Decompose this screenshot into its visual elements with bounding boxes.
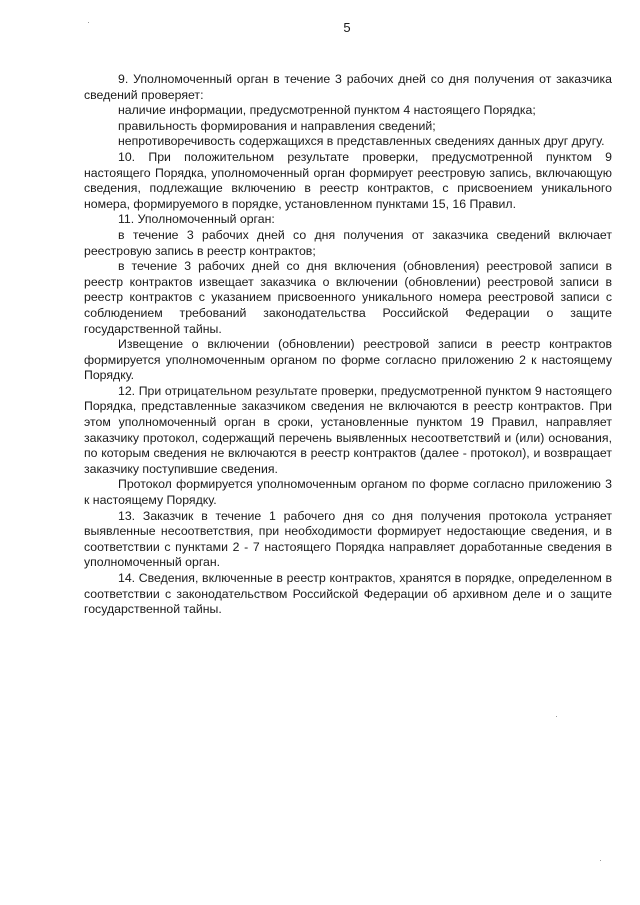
paragraph-9: 9. Уполномоченный орган в течение 3 рабочих дней со дня получения от заказчика сведений проверяет: [84, 72, 612, 102]
paragraph-12-protocol: Протокол формируется уполномоченным органом по форме согласно приложению 3 к настоящему Порядку. [84, 477, 612, 508]
paragraph-10: 10. При положительном результате проверки, предусмотренной пунктом 9 настоящего Порядка, уполномоченный орган формирует реестровую запись, включающую сведения, подлежащие включению в реестр контрактов, с присвоением уникального номера, формируемого в порядке, установленном пунктами 15, 16 Правил. [84, 149, 612, 211]
paragraph-11-notice: Извещение о включении (обновлении) реестровой записи в реестр контрактов формируется уполномоченным органом по форме согласно приложению 2 к настоящему Порядку. [84, 337, 612, 383]
scan-speck [600, 860, 601, 861]
paragraph-11: 11. Уполномоченный орган: [118, 212, 275, 227]
paragraph-9-item-3: непротиворечивость содержащихся в представленных сведениях данных друг другу. [118, 134, 605, 149]
paragraph-9-item-2: правильность формирования и направления сведений; [118, 118, 436, 133]
paragraph-14: 14. Сведения, включенные в реестр контрактов, хранятся в порядке, определенном в соответствии с законодательством Российской Федерации об архивном деле и о защите государственной тайны. [84, 571, 612, 617]
document-body [84, 72, 612, 618]
scan-speck [88, 22, 89, 23]
paragraph-11-item-2: в течение 3 рабочих дней со дня включения (обновления) реестровой записи в реестр контрактов извещает заказчика о включении (обновлении) реестровой записи в реестр контрактов с указанием присвоенного уникального номера реестровой записи с соблюдением требований законодательства Российской Федерации о защите государственной тайны. [84, 259, 612, 336]
scan-speck [556, 716, 557, 717]
paragraph-13: 13. Заказчик в течение 1 рабочего дня со дня получения протокола устраняет выявленные несоответствия, при необходимости формирует недостающие сведения, и в соответствии с пунктами 2 - 7 настоящего Порядка направляет доработанные сведения в уполномоченный орган. [84, 508, 612, 570]
paragraph-9-item-1: наличие информации, предусмотренной пунктом 4 настоящего Порядка; [118, 103, 536, 118]
paragraph-11-item-1: в течение 3 рабочих дней со дня получения от заказчика сведений включает реестровую запись в реестр контрактов; [84, 227, 612, 258]
paragraph-12: 12. При отрицательном результате проверки, предусмотренной пунктом 9 настоящего Порядка, представленные заказчиком сведения не включаются в реестр контрактов. При этом уполномоченный орган в сроки, установленные пунктом 19 Правил, направляет заказчику протокол, содержащий перечень выявленных несоответствий и (или) основания, по которым сведения не включаются в реестр контрактов (далее - протокол), и возвращает заказчику поступившие сведения. [84, 383, 612, 476]
page-number: 5 [343, 20, 351, 35]
